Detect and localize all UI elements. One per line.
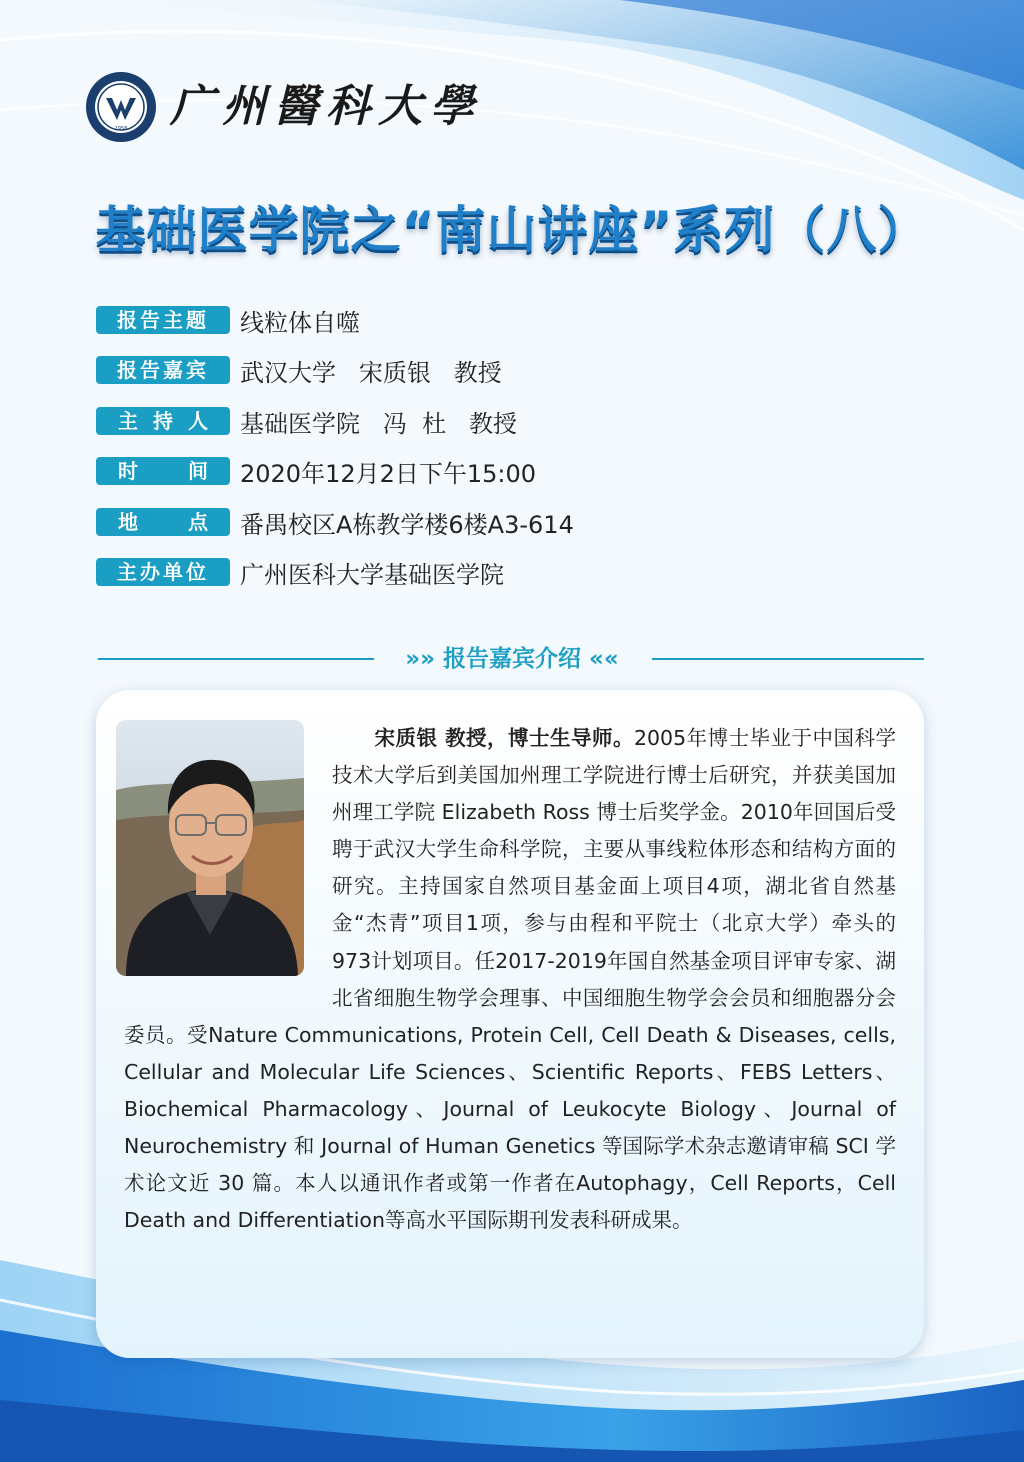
- info-value: 线粒体自噬: [240, 308, 360, 337]
- info-label: 主 持 人: [96, 407, 230, 435]
- section-title-text: 报告嘉宾介绍: [443, 646, 581, 672]
- info-label: 报告嘉宾: [96, 356, 230, 384]
- info-row-topic: [96, 306, 360, 337]
- svg-text:1958: 1958: [114, 126, 128, 132]
- university-name: 广州醫科大學: [170, 81, 482, 132]
- info-value: 基础医学院 冯 杜 教授: [240, 409, 518, 438]
- info-label: 报告主题: [96, 306, 230, 334]
- info-label: 地 点: [96, 508, 230, 536]
- university-logo: [84, 70, 158, 144]
- info-row-location: [96, 508, 574, 539]
- bio-name-title: 宋质银 教授，博士生导师。: [374, 726, 634, 750]
- section-title: [0, 640, 1024, 678]
- bio-text: [124, 720, 896, 1239]
- photo-spacer: [124, 720, 332, 1016]
- info-row-organizer: [96, 558, 504, 589]
- info-label: 主办单位: [96, 558, 230, 586]
- info-label: 时 间: [96, 457, 230, 485]
- info-value: 武汉大学 宋质银 教授: [240, 358, 502, 387]
- double-chevron-left-icon: ««: [589, 646, 619, 672]
- info-row-time: [96, 457, 537, 488]
- double-chevron-right-icon: »»: [405, 646, 435, 672]
- info-row-guest: [96, 356, 502, 387]
- bio-body: 2005年博士毕业于中国科学技术大学后到美国加州理工学院进行博士后研究，并获美国加州理工学院 Elizabeth Ross 博士后奖学金。2010年回国后受聘于武汉大学生命科学院，主要从事线粒体形态和结构方面的研究。主持国家自然项目基金面上项目4项，湖北省自然基金“杰青”项目1项，参与由程和平院士（北京大学）牵头的973计划项目。任2017-2019年国自然基金项目评审专家、湖北省细胞生物学会理事、中国细胞生物学会会员和细胞器分会委员。受Nature Communications, Protein Cell, Cell Death & Diseases, cells, Cellular and Molecular Life Sciences、Scientific Reports、FEBS Letters、Biochemical Pharmacology、Journal of Leukocyte Biology、Journal of Neurochemistry 和 Journal of Human Genetics 等国际学术杂志邀请审稿 SCI 学术论文近 30 篇。本人以通讯作者或第一作者在Autophagy，Cell Reports，Cell Death and Differentiation等高水平国际期刊发表科研成果。: [124, 726, 897, 1233]
- info-row-host: [96, 407, 518, 438]
- page-title: 基础医学院之“南山讲座”系列（八）: [95, 201, 929, 259]
- info-value: 2020年12月2日下午15:00: [240, 459, 537, 488]
- info-value: 番禺校区A栋教学楼6楼A3-614: [240, 510, 574, 539]
- info-value: 广州医科大学基础医学院: [240, 560, 504, 589]
